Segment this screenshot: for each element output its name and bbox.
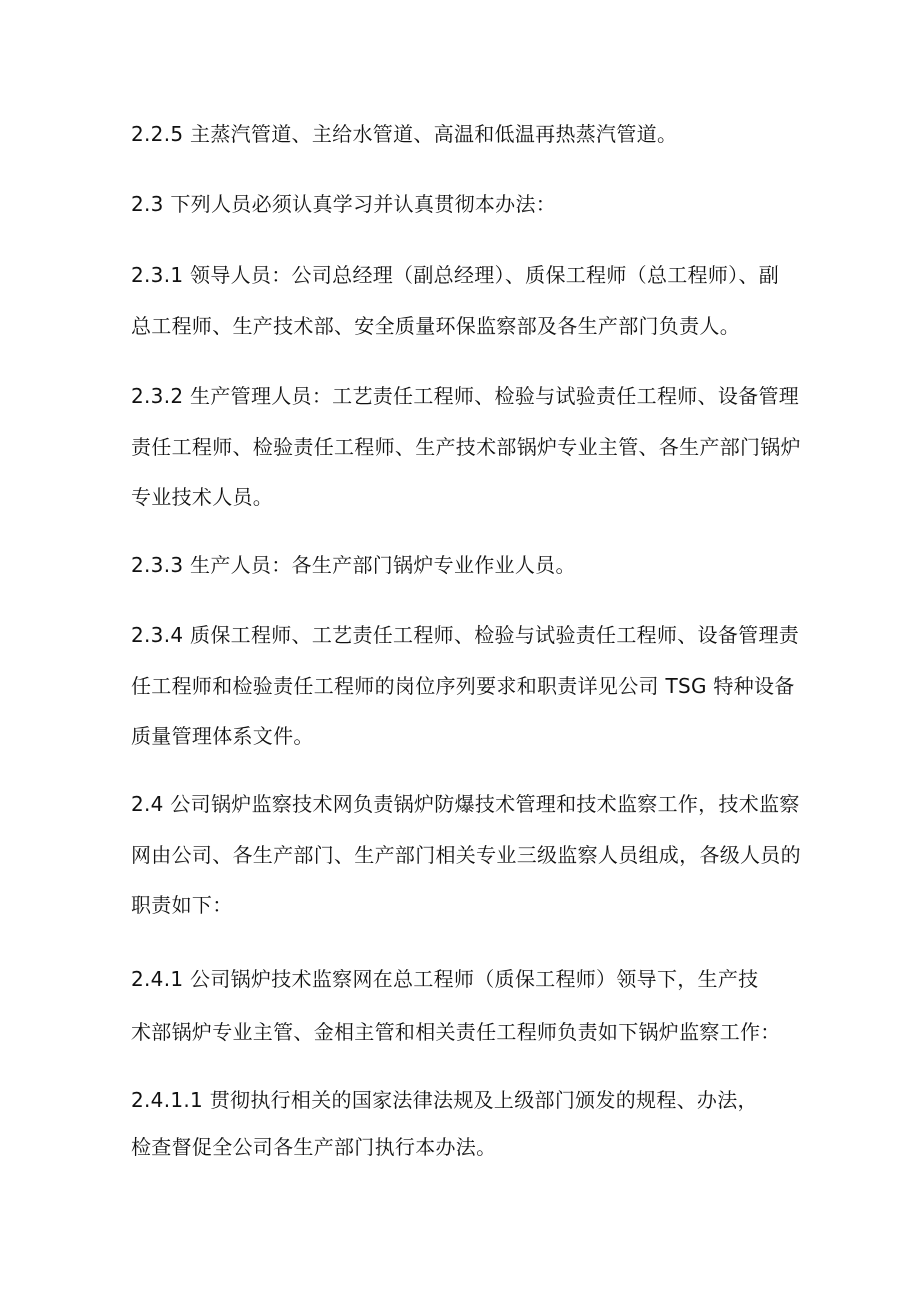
text-line: 2.4 公司锅炉监察技术网负责锅炉防爆技术管理和技术监察工作，技术监察 xyxy=(131,792,800,816)
text-line: 总工程师、生产技术部、安全质量环保监察部及各生产部门负责人。 xyxy=(131,314,740,338)
text-line: 任工程师和检验责任工程师的岗位序列要求和职责详见公司 TSG 特种设备 xyxy=(131,674,795,698)
text-line: 质量管理体系文件。 xyxy=(131,724,314,748)
text-line: 2.3 下列人员必须认真学习并认真贯彻本办法： xyxy=(131,192,557,216)
text-line: 专业技术人员。 xyxy=(131,485,274,509)
text-line: 2.4.1.1 贯彻执行相关的国家法律法规及上级部门颁发的规程、办法， xyxy=(131,1088,758,1112)
text-line: 2.3.3 生产人员：各生产部门锅炉专业作业人员。 xyxy=(131,553,576,577)
text-line: 责任工程师、检验责任工程师、生产技术部锅炉专业主管、各生产部门锅炉 xyxy=(131,435,801,459)
text-line: 术部锅炉专业主管、金相主管和相关责任工程师负责如下锅炉监察工作： xyxy=(131,1020,781,1044)
text-line: 检查督促全公司各生产部门执行本办法。 xyxy=(131,1135,497,1159)
text-line: 2.4.1 公司锅炉技术监察网在总工程师（质保工程师）领导下，生产技 xyxy=(131,967,759,991)
text-line: 2.2.5 主蒸汽管道、主给水管道、高温和低温再热蒸汽管道。 xyxy=(131,122,678,146)
text-line: 职责如下： xyxy=(131,893,233,917)
text-line: 网由公司、各生产部门、生产部门相关专业三级监察人员组成，各级人员的 xyxy=(131,843,801,867)
text-line: 2.3.2 生产管理人员：工艺责任工程师、检验与试验责任工程师、设备管理 xyxy=(131,384,800,408)
text-line: 2.3.1 领导人员：公司总经理（副总经理）、质保工程师（总工程师）、副 xyxy=(131,263,780,287)
text-line: 2.3.4 质保工程师、工艺责任工程师、检验与试验责任工程师、设备管理责 xyxy=(131,623,800,647)
